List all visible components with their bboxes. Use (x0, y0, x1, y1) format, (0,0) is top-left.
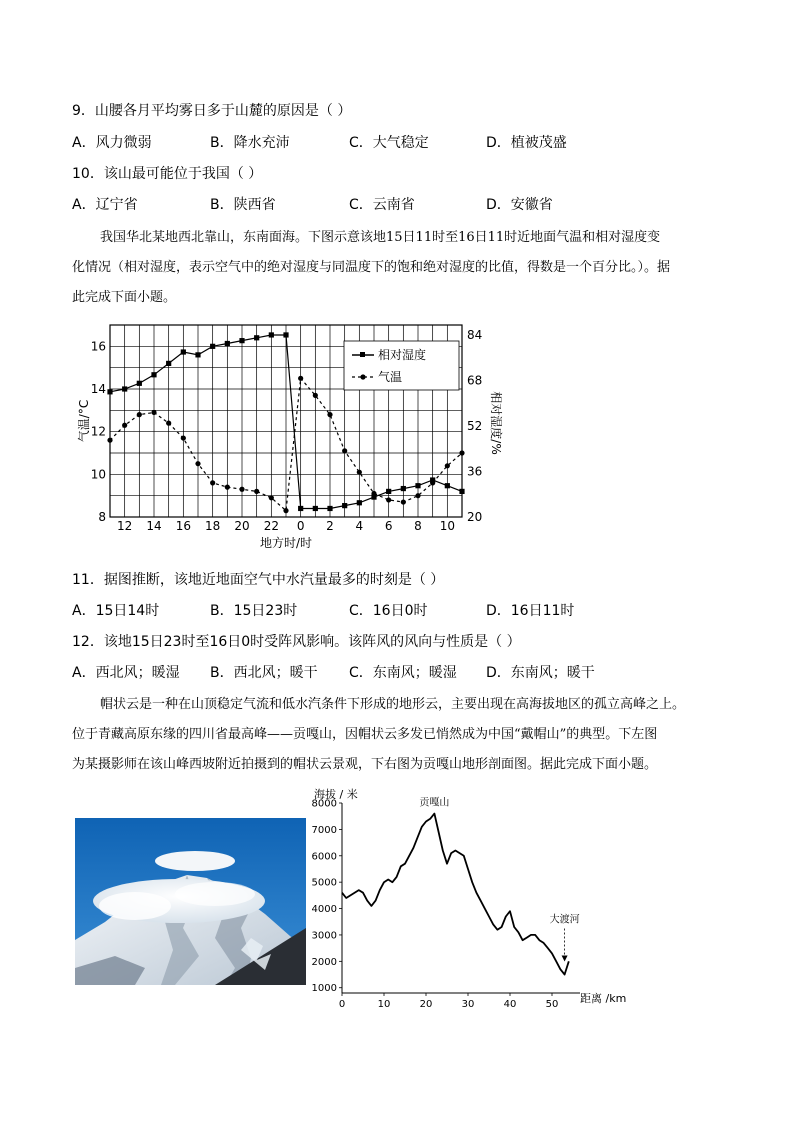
humidity-point (137, 381, 142, 386)
q9-option-d: D．植被茂盛 (486, 135, 567, 151)
humidity-point (151, 372, 156, 377)
y-tick-label: 6000 (311, 851, 337, 863)
q10-option-a: A．辽宁省 (72, 197, 138, 213)
y-tick-label: 7000 (311, 824, 337, 836)
temperature-point (137, 412, 142, 417)
temperature-point (122, 423, 127, 428)
x-tick-label: 18 (205, 519, 221, 533)
humidity-point (357, 500, 362, 505)
cap-cloud-photo (75, 818, 306, 985)
y-tick-label: 5000 (311, 877, 337, 889)
humidity-point (283, 332, 288, 337)
temperature-point (430, 480, 435, 485)
question-11-stem: 11．据图推断，该地近地面空气中水汽量最多的时刻是（ ） (72, 572, 445, 588)
passage-2-line-3: 为某摄影师在该山峰西坡附近拍摄到的帽状云景观，下右图为贡嘎山地形剖面图。据此完成下面小题。 (72, 757, 658, 772)
q12-option-a: A．西北风；暖湿 (72, 665, 180, 681)
temperature-point (327, 412, 332, 417)
passage-1-line-1: 我国华北某地西北靠山，东南面海。下图示意该地15日11时至16日11时近地面气温和相对湿度变 (100, 230, 661, 245)
humidity-point (445, 483, 450, 488)
x-tick-label: 30 (461, 999, 475, 1008)
q9-option-a: A．风力微弱 (72, 135, 152, 151)
y-axis-label-left: 气温/°C (77, 399, 91, 443)
temperature-point (254, 489, 259, 494)
q12-option-c: C．东南风；暖湿 (349, 665, 457, 681)
humidity-point (181, 349, 186, 354)
x-tick-label: 6 (384, 519, 393, 533)
temperature-point (459, 450, 464, 455)
question-9-options (72, 134, 672, 152)
temperature-point (298, 376, 303, 381)
humidity-point (298, 506, 303, 511)
passage-2 (72, 690, 724, 780)
x-tick-label: 14 (146, 519, 162, 533)
river-label: 大渡河 (549, 914, 580, 926)
humidity-point (401, 486, 406, 491)
q9-option-c: C．大气稳定 (349, 135, 429, 151)
peak-label: 贡嘎山 (419, 797, 450, 809)
y-tick-label-right: 36 (467, 464, 483, 479)
passage-1 (72, 223, 724, 313)
q11-option-d: D．16日11时 (486, 603, 575, 619)
y-tick-label: 8000 (311, 798, 337, 810)
humidity-point (239, 338, 244, 343)
question-12-options (72, 664, 672, 682)
temperature-point (195, 461, 200, 466)
temperature-point (342, 448, 347, 453)
question-12-stem: 12．该地15日23时至16日0时受阵风影响。该阵风的风向与性质是（ ） (72, 634, 521, 650)
x-tick-label: 50 (545, 999, 559, 1008)
humidity-point (122, 386, 127, 391)
upper-cloud (155, 851, 235, 871)
humidity-point (342, 503, 347, 508)
terrain-profile-line (342, 814, 569, 975)
temperature-point (239, 487, 244, 492)
temperature-point (107, 438, 112, 443)
q11-option-c: C．16日0时 (349, 603, 428, 619)
x-tick-label: 20 (234, 519, 250, 533)
temperature-point (151, 410, 156, 415)
y-tick-label-right: 20 (467, 510, 483, 524)
x-tick-label: 10 (377, 999, 391, 1008)
humidity-point (459, 489, 464, 494)
humidity-point (415, 483, 420, 488)
humidity-point (327, 506, 332, 511)
terrain-profile-chart (310, 786, 630, 1008)
passage-1-line-2: 化情况（相对湿度，表示空气中的绝对湿度与同温度下的饱和绝对湿度的比值，得数是一个百分比。）。据 (72, 260, 671, 275)
q9-option-b: B．降水充沛 (210, 135, 290, 151)
q10-option-b: B．陕西省 (210, 197, 276, 213)
y-tick-label: 4000 (311, 904, 337, 916)
y-tick-label-left: 16 (90, 339, 106, 354)
question-10-stem: 10．该山最可能位于我国（ ） (72, 166, 263, 182)
x-tick-label: 8 (414, 519, 422, 533)
question-10-options (72, 196, 672, 214)
y-tick-label-left: 12 (90, 424, 106, 439)
question-9-stem: 9．山腰各月平均雾日多于山麓的原因是（ ） (72, 103, 352, 119)
y-tick-label-right: 68 (467, 373, 483, 388)
temperature-point (210, 480, 215, 485)
temperature-point (225, 485, 230, 490)
humidity-point (254, 335, 259, 340)
x-tick-label: 2 (326, 519, 334, 533)
temperature-point (401, 499, 406, 504)
q11-option-a: A．15日14时 (72, 603, 160, 619)
question-11-options (72, 602, 672, 620)
q10-option-c: C．云南省 (349, 197, 415, 213)
y-tick-label-right: 84 (467, 327, 483, 342)
temperature-point (166, 421, 171, 426)
x-tick-label: 22 (263, 519, 279, 533)
y-tick-label-left: 10 (90, 467, 106, 482)
humidity-point (107, 389, 112, 394)
humidity-point (225, 341, 230, 346)
q12-option-b: B．西北风；暖干 (210, 665, 318, 681)
y-axis-label: 海拔 / 米 (314, 788, 358, 801)
x-tick-label: 4 (355, 519, 364, 533)
humidity-point (386, 489, 391, 494)
temperature-point (181, 435, 186, 440)
y-tick-label: 3000 (311, 930, 337, 942)
passage-2-line-2: 位于青藏高原东缘的四川省最高峰——贡嘎山，因帽状云多发已悄然成为中国“戴帽山”的典型。下左图 (72, 727, 658, 742)
x-tick-label: 0 (296, 519, 305, 533)
temperature-point (313, 393, 318, 398)
temperature-point (415, 493, 420, 498)
humidity-point (210, 344, 215, 349)
humidity-point (166, 361, 171, 366)
legend-humidity: 相对湿度 (378, 348, 427, 362)
temperature-point (371, 491, 376, 496)
x-axis-label: 地方时/时 (259, 536, 313, 550)
x-tick-label: 12 (117, 519, 133, 533)
x-tick-label: 10 (439, 519, 455, 533)
temperature-point (283, 508, 288, 513)
x-tick-label: 16 (175, 519, 191, 533)
temperature-point (445, 463, 450, 468)
temperature-point (386, 497, 391, 502)
y-axis-label-right: 相对湿度/% (489, 391, 503, 455)
y-tick-label-left: 8 (98, 510, 106, 524)
legend-temperature: 气温 (378, 370, 403, 384)
passage-2-line-1: 帽状云是一种在山顶稳定气流和低水汽条件下形成的地形云，主要出现在高海拔地区的孤立高峰之上。 (100, 697, 686, 712)
y-tick-label: 2000 (311, 956, 337, 968)
x-tick-label: 20 (419, 999, 433, 1008)
x-tick-label: 0 (338, 999, 346, 1008)
x-tick-label: 40 (503, 999, 517, 1008)
x-axis-label: 距离 /km (580, 992, 627, 1005)
q12-option-d: D．东南风；暖干 (486, 665, 595, 681)
q10-option-d: D．安徽省 (486, 197, 553, 213)
q11-option-b: B．15日23时 (210, 603, 298, 619)
humidity-point (313, 506, 318, 511)
humidity-point (269, 332, 274, 337)
y-tick-label-left: 14 (90, 382, 106, 396)
temperature-point (357, 470, 362, 475)
temperature-point (269, 495, 274, 500)
legend (344, 341, 459, 390)
humidity-point (195, 352, 200, 357)
temperature-humidity-chart (76, 318, 506, 554)
passage-1-line-3: 此完成下面小题。 (72, 290, 177, 305)
y-tick-label: 1000 (311, 983, 337, 995)
y-tick-label-right: 52 (467, 418, 483, 433)
